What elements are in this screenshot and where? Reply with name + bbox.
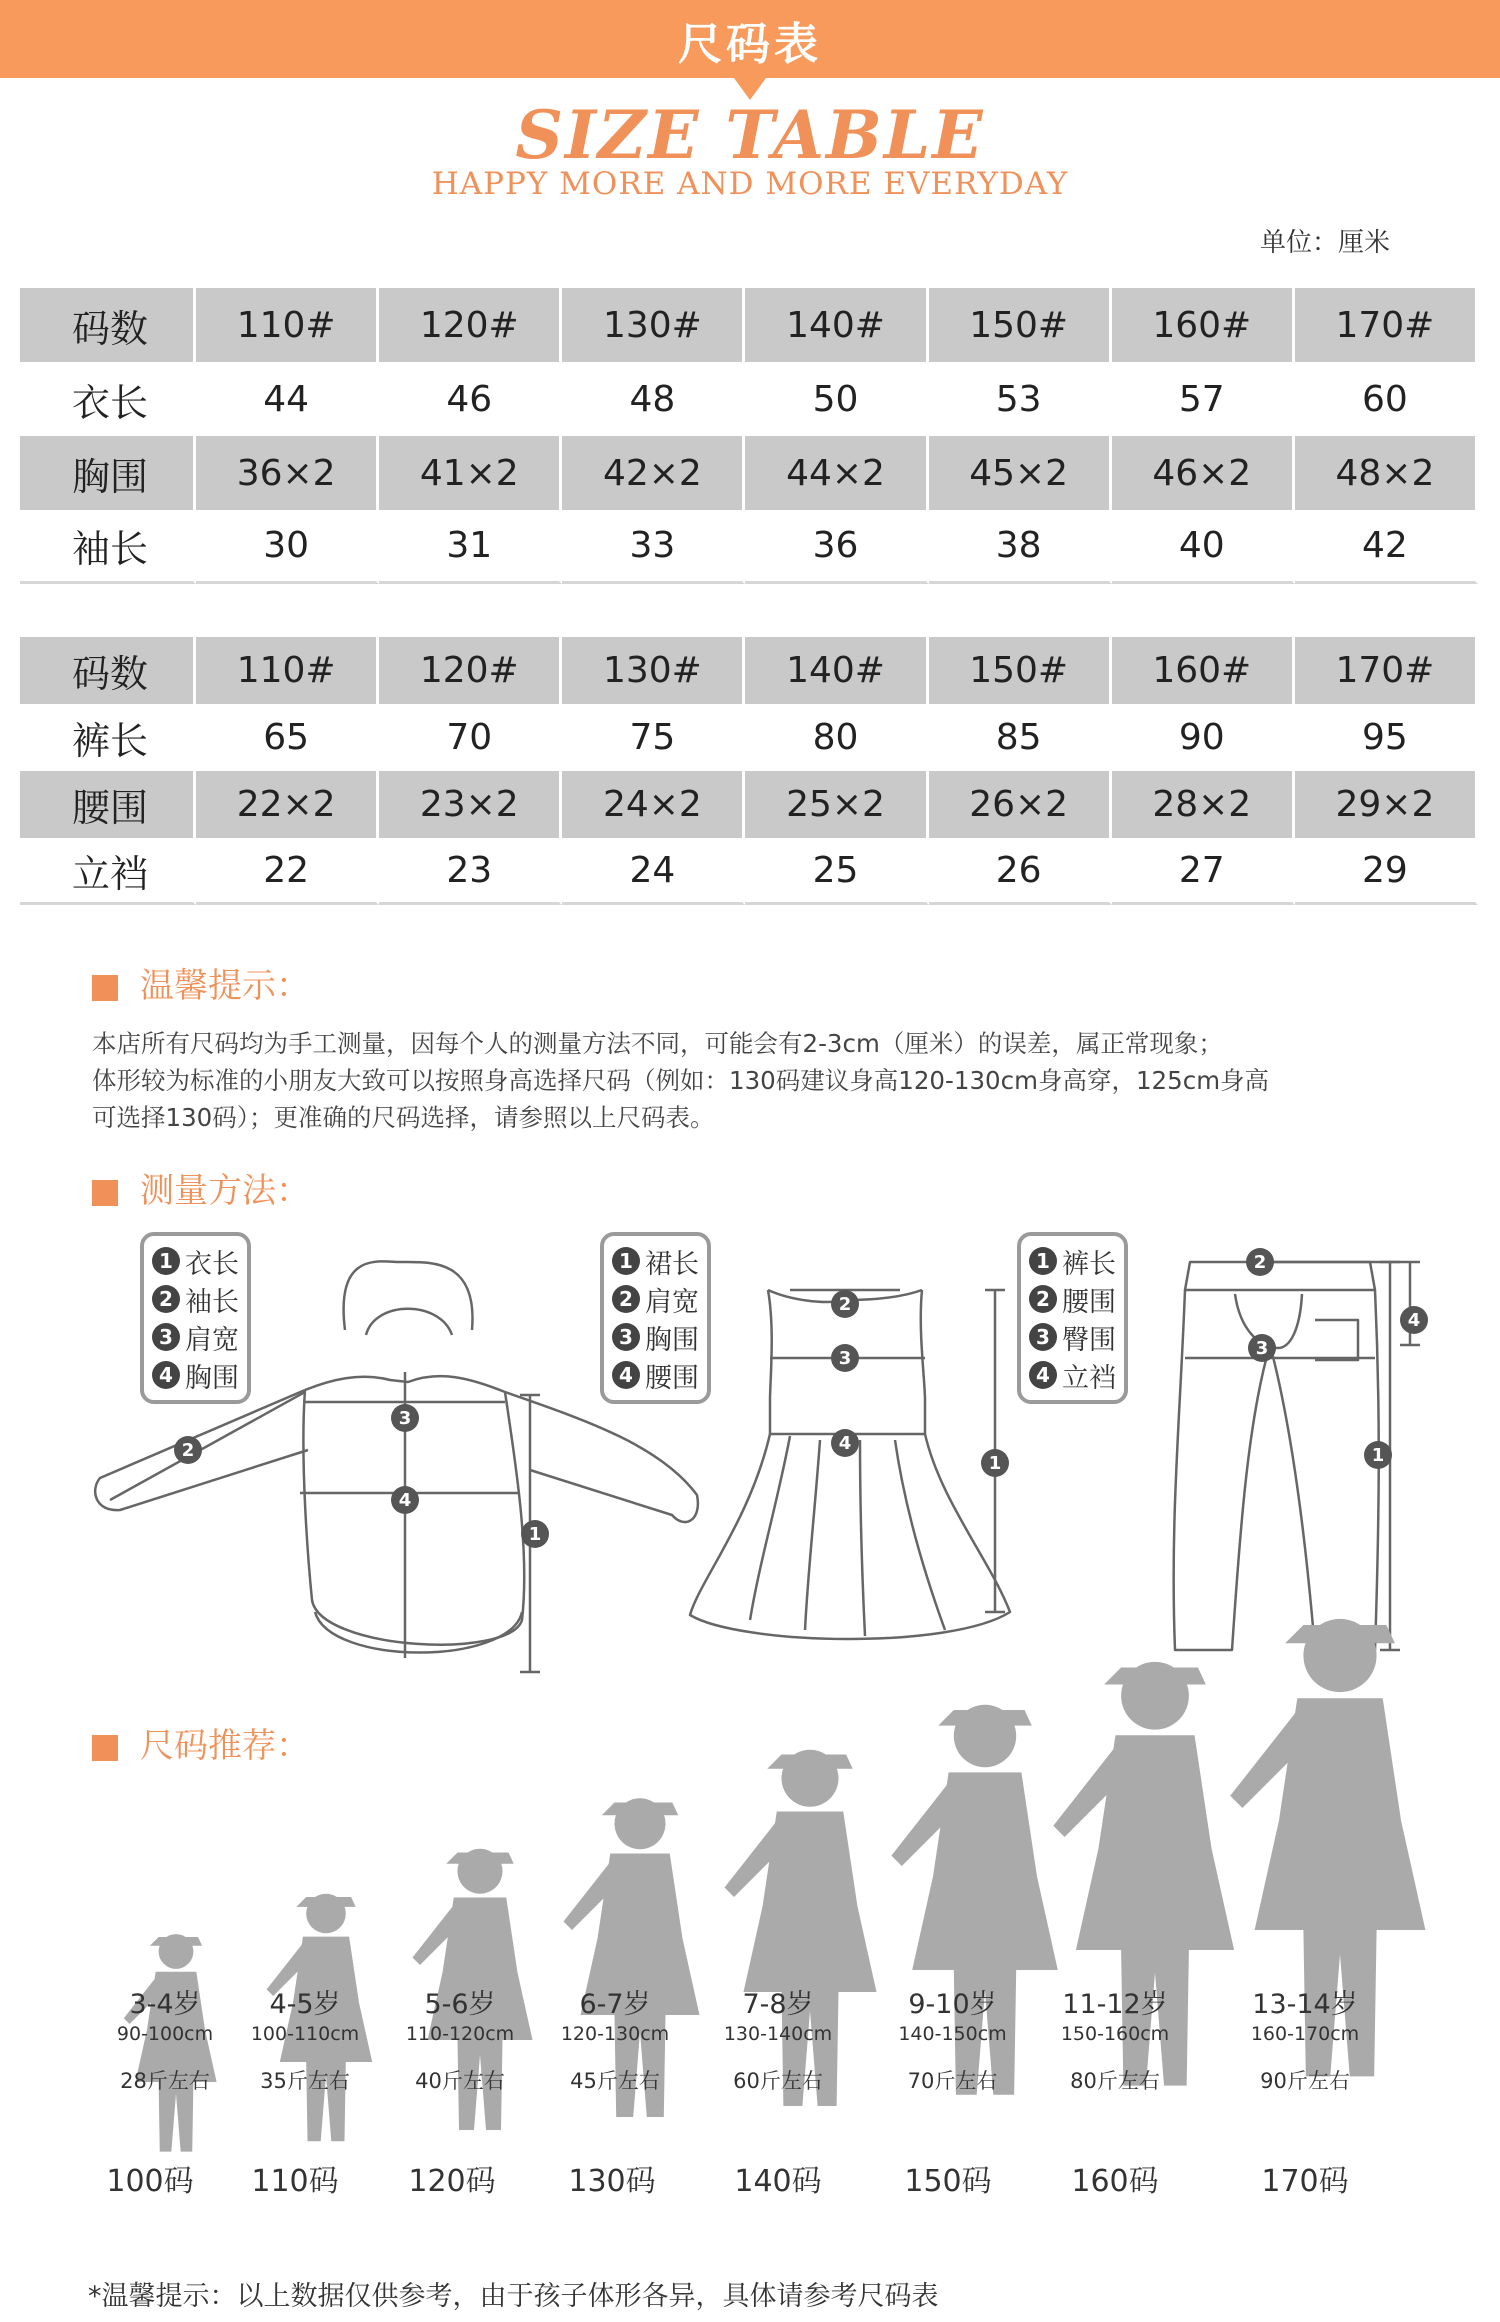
number-2-icon: 2 xyxy=(612,1285,640,1313)
height-label: 160-170cm xyxy=(1250,2023,1360,2045)
table-cell: 70 xyxy=(379,704,562,771)
table-cell: 码数 xyxy=(20,637,196,704)
footer-note: *温馨提示：以上数据仅供参考，由于孩子体形各异，具体请参考尺码表 xyxy=(88,2281,939,2312)
recommend-column xyxy=(100,1982,230,2095)
size-label: 100码 xyxy=(106,2164,194,2199)
dress-legend xyxy=(600,1232,711,1404)
legend-item xyxy=(1029,1318,1116,1356)
height-label: 120-130cm xyxy=(560,2023,670,2045)
table-cell: 29×2 xyxy=(1295,771,1478,838)
table-cell: 23×2 xyxy=(379,771,562,838)
size-table-subtitle: HAPPY MORE AND MORE EVERYDAY xyxy=(431,166,1069,202)
table-cell: 57 xyxy=(1112,362,1295,436)
table-cell: 170# xyxy=(1295,288,1478,362)
table-cell: 33 xyxy=(562,510,745,584)
table-cell: 25 xyxy=(745,838,928,905)
svg-text:2: 2 xyxy=(1253,1252,1267,1273)
table-cell: 26×2 xyxy=(929,771,1112,838)
legend-item xyxy=(612,1356,699,1394)
recommend-column xyxy=(240,1982,370,2095)
height-label: 150-160cm xyxy=(1060,2023,1170,2045)
marker-hoodie-1 xyxy=(521,1520,549,1548)
marker-dress-3 xyxy=(831,1344,859,1372)
height-label: 90-100cm xyxy=(116,2023,214,2045)
table-cell: 44 xyxy=(196,362,379,436)
recommend-heading xyxy=(92,1718,310,1767)
table-cell: 26 xyxy=(929,838,1112,905)
svg-text:1: 1 xyxy=(528,1524,542,1545)
age-label: 4-5岁 xyxy=(269,1989,341,2020)
weight-label: 35斤左右 xyxy=(260,2069,350,2093)
hoodie-legend xyxy=(140,1232,251,1404)
table-cell: 53 xyxy=(929,362,1112,436)
age-label: 3-4岁 xyxy=(129,1989,201,2020)
size-label: 130码 xyxy=(568,2164,656,2199)
legend-label: 腰围 xyxy=(645,1362,699,1394)
svg-text:3: 3 xyxy=(1255,1338,1269,1359)
table-cell: 29 xyxy=(1295,838,1478,905)
age-label: 13-14岁 xyxy=(1252,1989,1358,2020)
table-cell: 胸围 xyxy=(20,436,196,510)
table-cell: 130# xyxy=(562,637,745,704)
square-icon xyxy=(92,1735,118,1761)
weight-label: 80斤左右 xyxy=(1070,2069,1160,2093)
table-cell: 48×2 xyxy=(1295,436,1478,510)
marker-pants-4 xyxy=(1400,1306,1428,1334)
recommend-column xyxy=(390,1982,530,2095)
tip-line: 体形较为标准的小朋友大致可以按照身高选择尺码（例如：130码建议身高120-130cm身高穿，125cm身高 xyxy=(92,1066,1270,1095)
legend-label: 裤长 xyxy=(1062,1248,1116,1280)
table-cell: 50 xyxy=(745,362,928,436)
number-2-icon: 2 xyxy=(152,1285,180,1313)
number-3-icon: 3 xyxy=(612,1323,640,1351)
legend-label: 肩宽 xyxy=(185,1324,239,1356)
pants-legend xyxy=(1017,1232,1128,1404)
weight-label: 90斤左右 xyxy=(1260,2069,1350,2093)
number-1-icon: 1 xyxy=(612,1247,640,1275)
tip-line: 本店所有尺码均为手工测量，因每个人的测量方法不同，可能会有2-3cm（厘米）的误差，属正常现象； xyxy=(92,1029,1223,1058)
legend-label: 立裆 xyxy=(1062,1362,1116,1394)
weight-label: 70斤左右 xyxy=(907,2069,998,2093)
height-label: 110-120cm xyxy=(405,2023,515,2045)
table-cell: 85 xyxy=(929,704,1112,771)
table-cell: 48 xyxy=(562,362,745,436)
svg-text:3: 3 xyxy=(838,1348,852,1369)
number-4-icon: 4 xyxy=(612,1361,640,1389)
table-cell: 24×2 xyxy=(562,771,745,838)
legend-item xyxy=(152,1280,239,1318)
table-cell: 27 xyxy=(1112,838,1295,905)
dress-drawing xyxy=(690,1290,1010,1639)
legend-label: 衣长 xyxy=(185,1248,239,1280)
svg-text:3: 3 xyxy=(398,1408,412,1429)
measure-title: 测量方法： xyxy=(140,1171,310,1211)
size-label: 150码 xyxy=(904,2164,992,2199)
table-cell: 25×2 xyxy=(745,771,928,838)
size-label: 170码 xyxy=(1261,2164,1349,2199)
table-cell: 36 xyxy=(745,510,928,584)
table-cell: 腰围 xyxy=(20,771,196,838)
table-cell: 22×2 xyxy=(196,771,379,838)
table-cell: 120# xyxy=(379,288,562,362)
number-1-icon: 1 xyxy=(152,1247,180,1275)
size-label: 160码 xyxy=(1071,2164,1159,2199)
height-label: 130-140cm xyxy=(723,2023,833,2045)
recommend-title: 尺码推荐： xyxy=(140,1726,310,1766)
table-cell: 110# xyxy=(196,637,379,704)
number-4-icon: 4 xyxy=(152,1361,180,1389)
svg-text:1: 1 xyxy=(1371,1445,1385,1466)
marker-pants-2 xyxy=(1246,1248,1274,1276)
legend-item xyxy=(1029,1280,1116,1318)
number-4-icon: 4 xyxy=(1029,1361,1057,1389)
table-cell: 28×2 xyxy=(1112,771,1295,838)
age-label: 9-10岁 xyxy=(908,1989,997,2020)
weight-label: 60斤左右 xyxy=(733,2069,823,2093)
weight-label: 28斤左右 xyxy=(120,2069,210,2093)
table-cell: 130# xyxy=(562,288,745,362)
table-cell: 140# xyxy=(745,637,928,704)
table-cell: 140# xyxy=(745,288,928,362)
recommend-column xyxy=(708,1982,848,2095)
marker-hoodie-3 xyxy=(391,1404,419,1432)
age-label: 5-6岁 xyxy=(424,1989,496,2020)
unit-label: 单位：厘米 xyxy=(1260,228,1391,258)
marker-dress-4 xyxy=(831,1429,859,1457)
number-1-icon: 1 xyxy=(1029,1247,1057,1275)
svg-text:4: 4 xyxy=(838,1433,852,1454)
table-cell: 65 xyxy=(196,704,379,771)
banner-title: 尺码表 xyxy=(678,19,822,70)
weight-label: 40斤左右 xyxy=(415,2069,505,2093)
table-cell: 80 xyxy=(745,704,928,771)
size-label: 140码 xyxy=(734,2164,822,2199)
legend-label: 腰围 xyxy=(1062,1286,1116,1318)
table-cell: 110# xyxy=(196,288,379,362)
marker-hoodie-4 xyxy=(391,1486,419,1514)
number-2-icon: 2 xyxy=(1029,1285,1057,1313)
size-label: 120码 xyxy=(408,2164,496,2199)
legend-item xyxy=(1029,1356,1116,1394)
number-3-icon: 3 xyxy=(1029,1323,1057,1351)
table-cell: 30 xyxy=(196,510,379,584)
weight-label: 45斤左右 xyxy=(570,2069,660,2093)
legend-item xyxy=(1029,1242,1116,1280)
svg-text:2: 2 xyxy=(838,1294,852,1315)
recommend-column xyxy=(1040,1982,1190,2095)
table-cell: 150# xyxy=(929,288,1112,362)
table-cell: 95 xyxy=(1295,704,1478,771)
table-cell: 40 xyxy=(1112,510,1295,584)
table-cell: 立裆 xyxy=(20,838,196,905)
tip-line: 可选择130码）；更准确的尺码选择，请参照以上尺码表。 xyxy=(92,1103,715,1132)
table-cell: 36×2 xyxy=(196,436,379,510)
age-label: 7-8岁 xyxy=(742,1989,814,2020)
size-table-title: SIZE TABLE xyxy=(515,96,985,174)
marker-dress-2 xyxy=(831,1290,859,1318)
table-cell: 170# xyxy=(1295,637,1478,704)
legend-item xyxy=(152,1356,239,1394)
age-label: 6-7岁 xyxy=(579,1989,651,2020)
table-cell: 160# xyxy=(1112,637,1295,704)
legend-item xyxy=(612,1318,699,1356)
legend-label: 肩宽 xyxy=(645,1286,699,1318)
table-cell: 45×2 xyxy=(929,436,1112,510)
svg-text:1: 1 xyxy=(988,1453,1002,1474)
table-cell: 23 xyxy=(379,838,562,905)
height-label: 140-150cm xyxy=(898,2023,1007,2045)
legend-label: 胸围 xyxy=(645,1324,699,1356)
legend-item xyxy=(612,1280,699,1318)
table-cell: 22 xyxy=(196,838,379,905)
table-cell: 90 xyxy=(1112,704,1295,771)
marker-pants-1 xyxy=(1364,1441,1392,1469)
legend-item xyxy=(152,1318,239,1356)
table-cell: 75 xyxy=(562,704,745,771)
legend-label: 胸围 xyxy=(185,1362,239,1394)
legend-label: 臀围 xyxy=(1062,1324,1116,1356)
table-cell: 46×2 xyxy=(1112,436,1295,510)
svg-text:2: 2 xyxy=(181,1440,195,1461)
table-cell: 41×2 xyxy=(379,436,562,510)
marker-hoodie-2 xyxy=(174,1436,202,1464)
table-cell: 60 xyxy=(1295,362,1478,436)
marker-pants-3 xyxy=(1248,1334,1276,1362)
table-cell: 160# xyxy=(1112,288,1295,362)
recommend-column xyxy=(545,1982,685,2095)
legend-item xyxy=(152,1242,239,1280)
tips-title: 温馨提示： xyxy=(140,966,310,1006)
legend-label: 裙长 xyxy=(645,1248,699,1280)
table-cell: 46 xyxy=(379,362,562,436)
table-cell: 袖长 xyxy=(20,510,196,584)
legend-label: 袖长 xyxy=(185,1286,239,1318)
table-cell: 120# xyxy=(379,637,562,704)
table-cell: 31 xyxy=(379,510,562,584)
table-cell: 码数 xyxy=(20,288,196,362)
table-cell: 裤长 xyxy=(20,704,196,771)
table-cell: 衣长 xyxy=(20,362,196,436)
table-cell: 24 xyxy=(562,838,745,905)
table-cell: 38 xyxy=(929,510,1112,584)
table-cell: 42×2 xyxy=(562,436,745,510)
table-cell: 42 xyxy=(1295,510,1478,584)
svg-text:4: 4 xyxy=(1407,1310,1421,1331)
marker-dress-1 xyxy=(981,1449,1009,1477)
table-cell: 150# xyxy=(929,637,1112,704)
number-3-icon: 3 xyxy=(152,1323,180,1351)
height-label: 100-110cm xyxy=(250,2023,360,2045)
recommend-column xyxy=(880,1982,1025,2095)
age-label: 11-12岁 xyxy=(1062,1989,1168,2020)
legend-item xyxy=(612,1242,699,1280)
size-label: 110码 xyxy=(251,2164,339,2199)
svg-text:4: 4 xyxy=(398,1490,412,1511)
recommend-column xyxy=(1230,1982,1380,2095)
table-cell: 44×2 xyxy=(745,436,928,510)
